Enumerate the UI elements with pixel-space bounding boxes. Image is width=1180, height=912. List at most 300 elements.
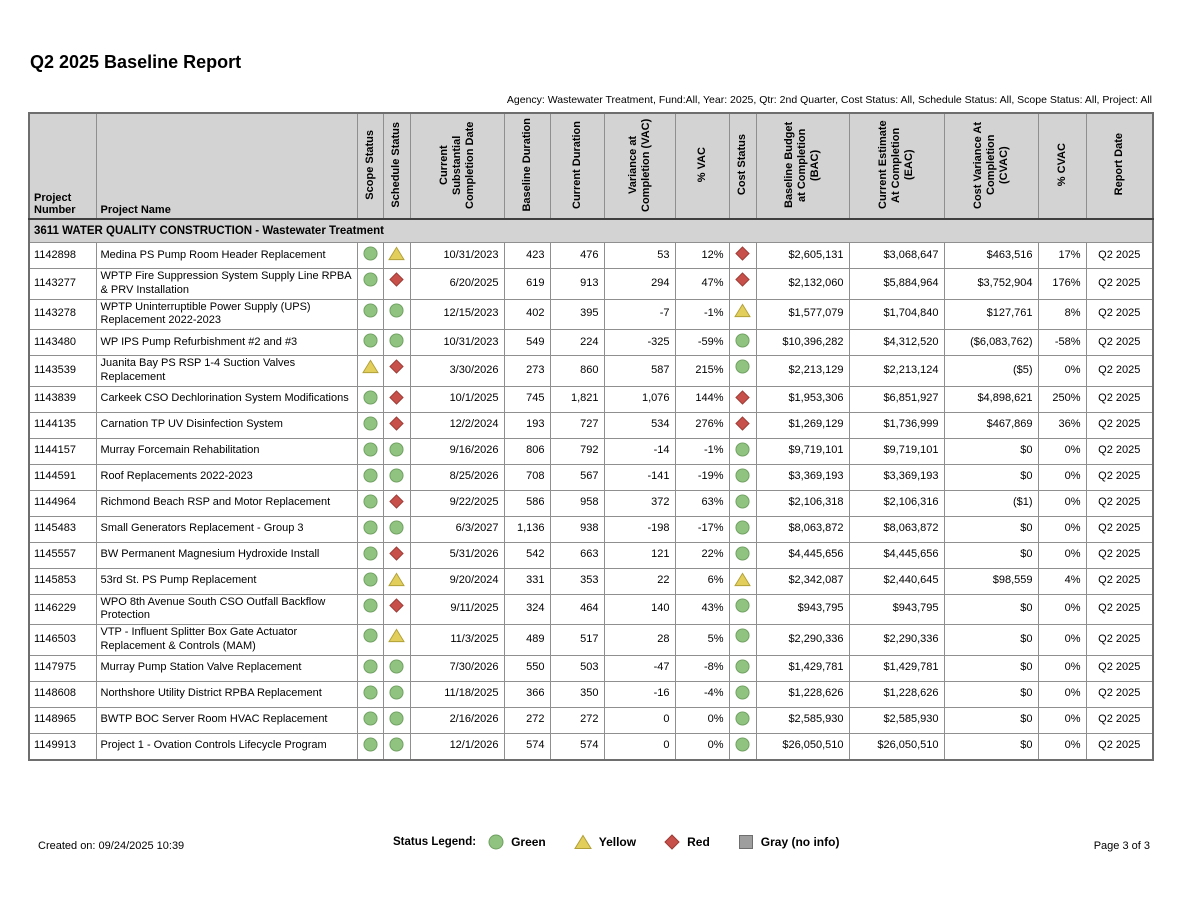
column-header-baseline-duration <box>504 113 550 219</box>
column-header-current-duration <box>550 113 604 219</box>
project-number-cell: 1145557 <box>29 542 96 568</box>
cvac-cell: $0 <box>944 681 1038 707</box>
current-duration-cell: 958 <box>550 490 604 516</box>
bac-cell: $2,213,129 <box>756 356 849 387</box>
report-date-cell: Q2 2025 <box>1086 733 1153 760</box>
pct-cvac-cell: 0% <box>1038 733 1086 760</box>
legend-item-gray <box>738 834 840 850</box>
cost-status-cell <box>729 733 756 760</box>
current-duration-cell: 1,821 <box>550 386 604 412</box>
scope-status-cell <box>357 464 383 490</box>
baseline-duration-cell: 550 <box>504 655 550 681</box>
project-number-cell: 1146503 <box>29 625 96 656</box>
pct-cvac-cell: -58% <box>1038 330 1086 356</box>
green-circle-icon <box>735 711 750 726</box>
green-circle-icon <box>363 246 378 261</box>
green-circle-icon <box>735 359 750 374</box>
eac-cell: $943,795 <box>849 594 944 625</box>
vac-cell: 121 <box>604 542 675 568</box>
baseline-report-table-wrap <box>28 112 1152 761</box>
completion-date-cell: 6/20/2025 <box>410 269 504 300</box>
pct-vac-cell: 276% <box>675 412 729 438</box>
vac-cell: 372 <box>604 490 675 516</box>
green-circle-icon <box>363 659 378 674</box>
project-name-cell: WPO 8th Avenue South CSO Outfall Backflow Protection <box>96 594 357 625</box>
table-row <box>29 412 1153 438</box>
cost-status-cell <box>729 542 756 568</box>
project-number-cell: 1144591 <box>29 464 96 490</box>
yellow-triangle-icon <box>388 628 405 643</box>
current-duration-cell: 663 <box>550 542 604 568</box>
legend-item-red <box>664 834 710 850</box>
yellow-triangle-icon <box>388 572 405 587</box>
current-duration-cell: 395 <box>550 299 604 330</box>
report-date-cell: Q2 2025 <box>1086 594 1153 625</box>
cost-status-cell <box>729 594 756 625</box>
baseline-duration-cell: 402 <box>504 299 550 330</box>
report-date-cell: Q2 2025 <box>1086 707 1153 733</box>
column-header-cost <box>729 113 756 219</box>
pct-vac-cell: -17% <box>675 516 729 542</box>
baseline-duration-cell: 1,136 <box>504 516 550 542</box>
cvac-cell: ($1) <box>944 490 1038 516</box>
baseline-duration-cell: 574 <box>504 733 550 760</box>
table-row <box>29 243 1153 269</box>
table-row <box>29 299 1153 330</box>
pct-cvac-cell: 176% <box>1038 269 1086 300</box>
vac-cell: 22 <box>604 568 675 594</box>
column-header-scope <box>357 113 383 219</box>
pct-cvac-cell: 36% <box>1038 412 1086 438</box>
scope-status-cell <box>357 707 383 733</box>
report-date-cell: Q2 2025 <box>1086 516 1153 542</box>
bac-cell: $8,063,872 <box>756 516 849 542</box>
page-number-text: Page 3 of 3 <box>1093 840 1150 852</box>
pct-cvac-cell: 0% <box>1038 464 1086 490</box>
report-date-cell: Q2 2025 <box>1086 464 1153 490</box>
eac-cell: $2,106,316 <box>849 490 944 516</box>
eac-cell: $4,312,520 <box>849 330 944 356</box>
pct-vac-cell: 22% <box>675 542 729 568</box>
column-header-completion-date <box>410 113 504 219</box>
bac-cell: $1,228,626 <box>756 681 849 707</box>
eac-cell: $4,445,656 <box>849 542 944 568</box>
green-circle-icon <box>735 685 750 700</box>
vac-cell: 1,076 <box>604 386 675 412</box>
cost-status-cell <box>729 269 756 300</box>
project-name-cell: WPTP Fire Suppression System Supply Line RPBA & PRV Installation <box>96 269 357 300</box>
project-name-cell: Northshore Utility District RPBA Replacement <box>96 681 357 707</box>
cvac-cell: $0 <box>944 625 1038 656</box>
eac-cell: $8,063,872 <box>849 516 944 542</box>
current-duration-cell: 860 <box>550 356 604 387</box>
scope-status-cell <box>357 490 383 516</box>
schedule-status-cell <box>383 568 410 594</box>
pct-cvac-cell: 17% <box>1038 243 1086 269</box>
schedule-status-cell <box>383 594 410 625</box>
report-date-cell: Q2 2025 <box>1086 655 1153 681</box>
cost-status-cell <box>729 412 756 438</box>
vac-cell: 53 <box>604 243 675 269</box>
eac-cell: $5,884,964 <box>849 269 944 300</box>
vac-cell: -141 <box>604 464 675 490</box>
pct-cvac-cell: 0% <box>1038 490 1086 516</box>
eac-cell: $3,068,647 <box>849 243 944 269</box>
report-date-cell: Q2 2025 <box>1086 625 1153 656</box>
pct-vac-cell: 215% <box>675 356 729 387</box>
column-header-eac <box>849 113 944 219</box>
current-duration-cell: 792 <box>550 438 604 464</box>
completion-date-cell: 12/2/2024 <box>410 412 504 438</box>
schedule-status-cell <box>383 412 410 438</box>
green-circle-icon <box>363 546 378 561</box>
report-date-cell: Q2 2025 <box>1086 568 1153 594</box>
bac-cell: $2,132,060 <box>756 269 849 300</box>
red-diamond-icon <box>389 546 404 561</box>
project-number-cell: 1146229 <box>29 594 96 625</box>
column-header-label: % VAC <box>695 146 708 183</box>
eac-cell: $2,213,124 <box>849 356 944 387</box>
table-row <box>29 568 1153 594</box>
project-name-cell: Richmond Beach RSP and Motor Replacement <box>96 490 357 516</box>
project-number-cell: 1143539 <box>29 356 96 387</box>
cvac-cell: ($6,083,762) <box>944 330 1038 356</box>
table-row <box>29 707 1153 733</box>
cvac-cell: $3,752,904 <box>944 269 1038 300</box>
column-header-label: Current Substantial Completion Date <box>437 120 476 209</box>
project-number-cell: 1143480 <box>29 330 96 356</box>
green-circle-icon <box>735 468 750 483</box>
pct-cvac-cell: 4% <box>1038 568 1086 594</box>
status-legend <box>393 834 857 850</box>
cost-status-cell <box>729 356 756 387</box>
schedule-status-cell <box>383 681 410 707</box>
green-circle-icon <box>363 442 378 457</box>
green-circle-icon <box>363 468 378 483</box>
cost-status-cell <box>729 299 756 330</box>
pct-cvac-cell: 0% <box>1038 438 1086 464</box>
project-name-cell: WP IPS Pump Refurbishment #2 and #3 <box>96 330 357 356</box>
green-circle-icon <box>735 546 750 561</box>
pct-vac-cell: 12% <box>675 243 729 269</box>
completion-date-cell: 10/1/2025 <box>410 386 504 412</box>
red-diamond-icon <box>664 834 680 850</box>
schedule-status-cell <box>383 299 410 330</box>
green-circle-icon <box>363 598 378 613</box>
section-header-row <box>29 219 1153 243</box>
pct-cvac-cell: 0% <box>1038 681 1086 707</box>
pct-vac-cell: 0% <box>675 707 729 733</box>
column-header-label: % CVAC <box>1055 142 1068 187</box>
cvac-cell: $0 <box>944 438 1038 464</box>
column-header-label: Baseline Budget at Completion (BAC) <box>783 121 821 208</box>
pct-vac-cell: -8% <box>675 655 729 681</box>
pct-cvac-cell: 250% <box>1038 386 1086 412</box>
project-number-cell: 1145483 <box>29 516 96 542</box>
completion-date-cell: 10/31/2023 <box>410 243 504 269</box>
cvac-cell: $0 <box>944 733 1038 760</box>
schedule-status-cell <box>383 625 410 656</box>
yellow-triangle-icon <box>388 246 405 261</box>
green-circle-icon <box>363 333 378 348</box>
scope-status-cell <box>357 299 383 330</box>
pct-cvac-cell: 0% <box>1038 655 1086 681</box>
project-name-cell: WPTP Uninterruptible Power Supply (UPS) Replacement 2022-2023 <box>96 299 357 330</box>
eac-cell: $1,704,840 <box>849 299 944 330</box>
column-header-pct-cvac <box>1038 113 1086 219</box>
column-header-label: Report Date <box>1112 133 1125 196</box>
current-duration-cell: 567 <box>550 464 604 490</box>
red-diamond-icon <box>389 359 404 374</box>
green-circle-icon <box>735 598 750 613</box>
green-circle-icon <box>488 834 504 850</box>
project-name-cell: Roof Replacements 2022-2023 <box>96 464 357 490</box>
schedule-status-cell <box>383 490 410 516</box>
cvac-cell: $0 <box>944 464 1038 490</box>
bac-cell: $26,050,510 <box>756 733 849 760</box>
pct-vac-cell: -59% <box>675 330 729 356</box>
scope-status-cell <box>357 655 383 681</box>
schedule-status-cell <box>383 542 410 568</box>
vac-cell: 28 <box>604 625 675 656</box>
created-on-text: Created on: 09/24/2025 10:39 <box>38 840 185 852</box>
red-diamond-icon <box>389 494 404 509</box>
schedule-status-cell <box>383 655 410 681</box>
project-number-cell: 1143278 <box>29 299 96 330</box>
schedule-status-cell <box>383 464 410 490</box>
red-diamond-icon <box>389 272 404 287</box>
cvac-cell: $467,869 <box>944 412 1038 438</box>
current-duration-cell: 476 <box>550 243 604 269</box>
page-title: Q2 2025 Baseline Report <box>30 52 242 72</box>
gray-square-icon <box>738 834 754 850</box>
bac-cell: $2,342,087 <box>756 568 849 594</box>
completion-date-cell: 5/31/2026 <box>410 542 504 568</box>
red-diamond-icon <box>735 390 750 405</box>
table-row <box>29 438 1153 464</box>
current-duration-cell: 353 <box>550 568 604 594</box>
vac-cell: -47 <box>604 655 675 681</box>
yellow-triangle-icon <box>574 834 592 850</box>
status-legend-label: Status Legend: <box>393 836 477 848</box>
column-header-label: Cost Status <box>736 133 749 196</box>
pct-vac-cell: 47% <box>675 269 729 300</box>
report-date-cell: Q2 2025 <box>1086 330 1153 356</box>
project-name-cell: 53rd St. PS Pump Replacement <box>96 568 357 594</box>
baseline-duration-cell: 331 <box>504 568 550 594</box>
column-header-label: Schedule Status <box>390 121 403 208</box>
scope-status-cell <box>357 516 383 542</box>
red-diamond-icon <box>389 598 404 613</box>
baseline-duration-cell: 586 <box>504 490 550 516</box>
baseline-duration-cell: 806 <box>504 438 550 464</box>
green-circle-icon <box>363 303 378 318</box>
project-number-cell: 1144135 <box>29 412 96 438</box>
project-number-cell: 1144964 <box>29 490 96 516</box>
project-number-cell: 1148608 <box>29 681 96 707</box>
green-circle-icon <box>363 711 378 726</box>
bac-cell: $1,577,079 <box>756 299 849 330</box>
project-number-cell: 1143839 <box>29 386 96 412</box>
completion-date-cell: 8/25/2026 <box>410 464 504 490</box>
project-name-cell: BWTP BOC Server Room HVAC Replacement <box>96 707 357 733</box>
completion-date-cell: 11/18/2025 <box>410 681 504 707</box>
eac-cell: $1,429,781 <box>849 655 944 681</box>
cost-status-cell <box>729 707 756 733</box>
column-header-label: Cost Variance At Completion (CVAC) <box>971 121 1010 209</box>
cvac-cell: $0 <box>944 542 1038 568</box>
completion-date-cell: 12/1/2026 <box>410 733 504 760</box>
scope-status-cell <box>357 386 383 412</box>
baseline-report-table <box>28 112 1154 761</box>
green-circle-icon <box>389 520 404 535</box>
schedule-status-cell <box>383 733 410 760</box>
pct-vac-cell: -1% <box>675 299 729 330</box>
report-date-cell: Q2 2025 <box>1086 490 1153 516</box>
vac-cell: -14 <box>604 438 675 464</box>
vac-cell: 0 <box>604 733 675 760</box>
pct-vac-cell: 0% <box>675 733 729 760</box>
green-circle-icon <box>363 272 378 287</box>
green-circle-icon <box>735 333 750 348</box>
completion-date-cell: 9/16/2026 <box>410 438 504 464</box>
red-diamond-icon <box>735 272 750 287</box>
report-date-cell: Q2 2025 <box>1086 412 1153 438</box>
scope-status-cell <box>357 438 383 464</box>
pct-cvac-cell: 0% <box>1038 516 1086 542</box>
legend-item-label: Green <box>511 835 546 849</box>
pct-vac-cell: -1% <box>675 438 729 464</box>
project-number-cell: 1144157 <box>29 438 96 464</box>
table-row <box>29 356 1153 387</box>
green-circle-icon <box>389 685 404 700</box>
table-row <box>29 330 1153 356</box>
eac-cell: $9,719,101 <box>849 438 944 464</box>
green-circle-icon <box>735 442 750 457</box>
cvac-cell: $4,898,621 <box>944 386 1038 412</box>
cost-status-cell <box>729 568 756 594</box>
table-row <box>29 681 1153 707</box>
bac-cell: $10,396,282 <box>756 330 849 356</box>
eac-cell: $6,851,927 <box>849 386 944 412</box>
scope-status-cell <box>357 625 383 656</box>
schedule-status-cell <box>383 356 410 387</box>
bac-cell: $2,106,318 <box>756 490 849 516</box>
yellow-triangle-icon <box>734 572 751 587</box>
cost-status-cell <box>729 386 756 412</box>
pct-cvac-cell: 0% <box>1038 707 1086 733</box>
project-name-cell: Carnation TP UV Disinfection System <box>96 412 357 438</box>
bac-cell: $9,719,101 <box>756 438 849 464</box>
red-diamond-icon <box>389 390 404 405</box>
report-date-cell: Q2 2025 <box>1086 386 1153 412</box>
cvac-cell: ($5) <box>944 356 1038 387</box>
table-row <box>29 386 1153 412</box>
table-row <box>29 594 1153 625</box>
scope-status-cell <box>357 733 383 760</box>
legend-item-yellow <box>574 834 636 850</box>
green-circle-icon <box>363 737 378 752</box>
report-date-cell: Q2 2025 <box>1086 243 1153 269</box>
eac-cell: $2,290,336 <box>849 625 944 656</box>
project-number-cell: 1147975 <box>29 655 96 681</box>
bac-cell: $2,585,930 <box>756 707 849 733</box>
table-row <box>29 733 1153 760</box>
bac-cell: $2,605,131 <box>756 243 849 269</box>
schedule-status-cell <box>383 386 410 412</box>
current-duration-cell: 464 <box>550 594 604 625</box>
project-number-cell: 1143277 <box>29 269 96 300</box>
table-row <box>29 269 1153 300</box>
red-diamond-icon <box>389 416 404 431</box>
table-row <box>29 542 1153 568</box>
green-circle-icon <box>735 494 750 509</box>
pct-vac-cell: 5% <box>675 625 729 656</box>
project-name-cell: VTP - Influent Splitter Box Gate Actuator Replacement & Controls (MAM) <box>96 625 357 656</box>
completion-date-cell: 9/20/2024 <box>410 568 504 594</box>
column-header-schedule <box>383 113 410 219</box>
scope-status-cell <box>357 542 383 568</box>
pct-vac-cell: -19% <box>675 464 729 490</box>
column-header-label: Variance at Completion (VAC) <box>626 117 652 212</box>
cvac-cell: $463,516 <box>944 243 1038 269</box>
pct-vac-cell: -4% <box>675 681 729 707</box>
completion-date-cell: 9/22/2025 <box>410 490 504 516</box>
pct-vac-cell: 6% <box>675 568 729 594</box>
scope-status-cell <box>357 568 383 594</box>
pct-vac-cell: 144% <box>675 386 729 412</box>
current-duration-cell: 938 <box>550 516 604 542</box>
vac-cell: 140 <box>604 594 675 625</box>
bac-cell: $4,445,656 <box>756 542 849 568</box>
legend-item-label: Red <box>687 835 710 849</box>
cost-status-cell <box>729 655 756 681</box>
baseline-duration-cell: 423 <box>504 243 550 269</box>
yellow-triangle-icon <box>734 303 751 318</box>
baseline-duration-cell: 273 <box>504 356 550 387</box>
completion-date-cell: 2/16/2026 <box>410 707 504 733</box>
baseline-duration-cell: 366 <box>504 681 550 707</box>
green-circle-icon <box>363 520 378 535</box>
baseline-duration-cell: 708 <box>504 464 550 490</box>
scope-status-cell <box>357 681 383 707</box>
pct-cvac-cell: 0% <box>1038 625 1086 656</box>
pct-cvac-cell: 0% <box>1038 542 1086 568</box>
completion-date-cell: 12/15/2023 <box>410 299 504 330</box>
bac-cell: $1,953,306 <box>756 386 849 412</box>
eac-cell: $1,736,999 <box>849 412 944 438</box>
eac-cell: $2,585,930 <box>849 707 944 733</box>
cost-status-cell <box>729 243 756 269</box>
current-duration-cell: 517 <box>550 625 604 656</box>
scope-status-cell <box>357 594 383 625</box>
vac-cell: -16 <box>604 681 675 707</box>
vac-cell: -325 <box>604 330 675 356</box>
completion-date-cell: 10/31/2023 <box>410 330 504 356</box>
scope-status-cell <box>357 356 383 387</box>
vac-cell: -7 <box>604 299 675 330</box>
current-duration-cell: 224 <box>550 330 604 356</box>
report-filter-summary: Agency: Wastewater Treatment, Fund:All, Year: 2025, Qtr: 2nd Quarter, Cost Status: All, Schedule Status: All, Scope Status: All, Project: All <box>506 94 1152 106</box>
green-circle-icon <box>389 711 404 726</box>
project-number-cell: 1142898 <box>29 243 96 269</box>
report-date-cell: Q2 2025 <box>1086 438 1153 464</box>
eac-cell: $3,369,193 <box>849 464 944 490</box>
completion-date-cell: 11/3/2025 <box>410 625 504 656</box>
table-row <box>29 655 1153 681</box>
bac-cell: $3,369,193 <box>756 464 849 490</box>
green-circle-icon <box>389 659 404 674</box>
